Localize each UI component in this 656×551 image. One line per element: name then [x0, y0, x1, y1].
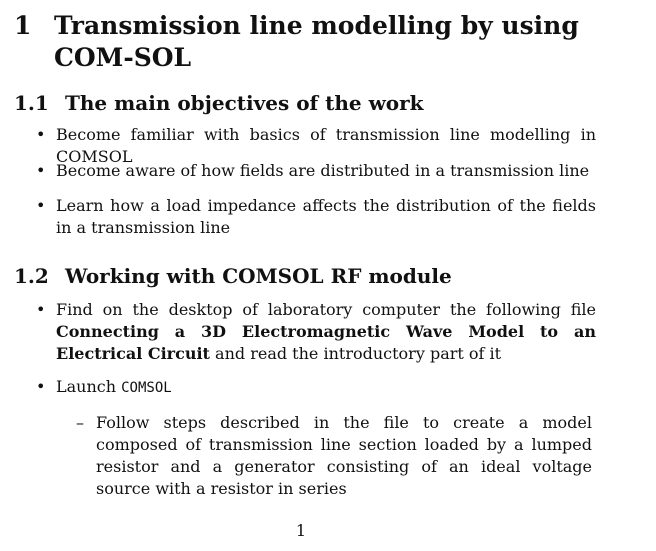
list-item-text: Learn how a load impedance affects the distribution of the fields in a transmission line	[56, 196, 596, 237]
list-item-text-before: Find on the desktop of laboratory computer the following file	[56, 300, 596, 319]
bullet-icon: •	[36, 161, 46, 180]
section-title: Transmission line modelling by using COM-SOL	[54, 11, 579, 72]
list-item	[36, 160, 596, 182]
bullet-icon: •	[36, 300, 46, 319]
sub-list-item	[76, 412, 592, 500]
subsection-title: The main objectives of the work	[65, 91, 424, 115]
bullet-icon: •	[36, 377, 46, 396]
section-number: 1	[14, 11, 32, 40]
sub-list-item-text: Follow steps described in the file to create a model composed of transmission line section loaded by a lumped resistor and a generator consisting of an ideal voltage source with a resistor in series	[96, 413, 592, 498]
subsection-title: Working with COMSOL RF module	[65, 264, 452, 288]
list-item-text: Become familiar with basics of transmission line modelling in COMSOL	[56, 125, 596, 166]
list-item-text: Become aware of how fields are distributed in a transmission line	[56, 161, 590, 180]
page-number: 1	[295, 521, 307, 540]
bullet-icon: •	[36, 125, 46, 144]
subsection-number: 1.2	[14, 264, 49, 288]
file-name: Connecting a 3D Electromagnetic Wave Model to an Electrical Circuit	[56, 322, 596, 363]
subsection-number: 1.1	[14, 91, 49, 115]
dash-icon: –	[76, 413, 84, 432]
bullet-icon: •	[36, 196, 46, 215]
list-item-text: Launch	[56, 377, 122, 396]
program-name: COMSOL	[121, 380, 172, 396]
list-item	[36, 299, 596, 365]
list-item	[36, 376, 596, 399]
list-item	[36, 195, 596, 239]
list-item-text-after: and read the introductory part of it	[209, 344, 502, 363]
